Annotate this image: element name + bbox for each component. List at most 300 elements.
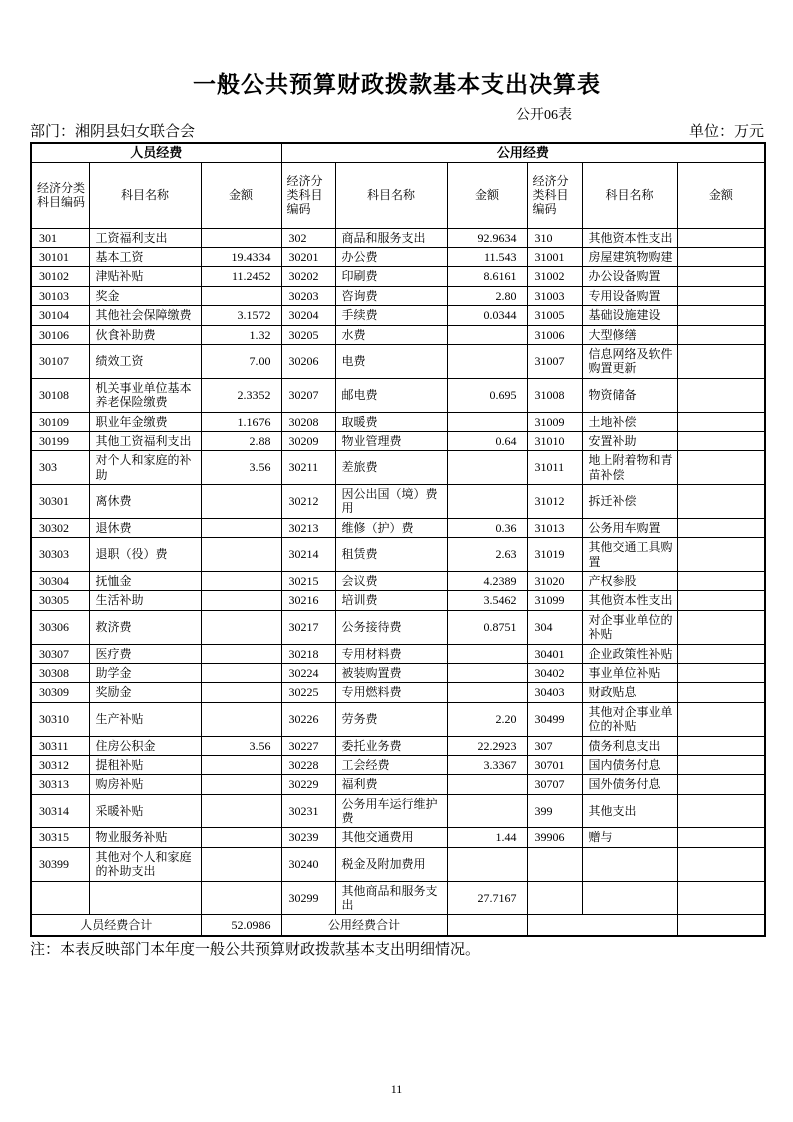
cell-amount xyxy=(447,794,527,828)
cell-code: 31020 xyxy=(527,572,582,591)
cell-code: 30226 xyxy=(281,702,335,736)
cell-code: 301 xyxy=(31,228,89,247)
cell-name: 公务用车购置 xyxy=(582,518,677,537)
cell-amount xyxy=(677,644,765,663)
cell-amount xyxy=(677,518,765,537)
cell-code: 30224 xyxy=(281,663,335,682)
cell-code: 30403 xyxy=(527,683,582,702)
cell-name: 物业管理费 xyxy=(335,431,447,450)
cell-amount xyxy=(677,755,765,774)
cell-name: 伙食补助费 xyxy=(89,325,201,344)
cell-amount xyxy=(201,755,281,774)
meta-row xyxy=(30,123,764,141)
cell-amount xyxy=(201,702,281,736)
public-total-label: 公用经费合计 xyxy=(281,915,447,936)
cell-name: 生产补贴 xyxy=(89,702,201,736)
cell-name: 国外债务付息 xyxy=(582,775,677,794)
table-row xyxy=(31,610,765,644)
table-row xyxy=(31,344,765,378)
table-row xyxy=(31,572,765,591)
cell-name: 基本工资 xyxy=(89,247,201,266)
cell-code: 30217 xyxy=(281,610,335,644)
cell-name: 退休费 xyxy=(89,518,201,537)
cell-code: 31099 xyxy=(527,591,582,610)
cell-name: 商品和服务支出 xyxy=(335,228,447,247)
cell-amount xyxy=(677,572,765,591)
cell-amount: 3.56 xyxy=(201,451,281,485)
cell-name: 其他交通费用 xyxy=(335,828,447,847)
cell-code: 30101 xyxy=(31,247,89,266)
cell-amount xyxy=(447,412,527,431)
cell-name: 其他工资福利支出 xyxy=(89,431,201,450)
cell-amount xyxy=(447,683,527,702)
cell-amount xyxy=(201,610,281,644)
cell-code: 30499 xyxy=(527,702,582,736)
cell-amount xyxy=(447,451,527,485)
cell-name: 债务利息支出 xyxy=(582,736,677,755)
cell-code: 30303 xyxy=(31,538,89,572)
cell-amount: 2.3352 xyxy=(201,378,281,412)
cell-code xyxy=(31,881,89,915)
table-row xyxy=(31,775,765,794)
cell-name: 其他支出 xyxy=(582,794,677,828)
cell-amount xyxy=(677,794,765,828)
cell-amount xyxy=(677,485,765,519)
empty-total-label xyxy=(527,915,677,936)
cell-code: 307 xyxy=(527,736,582,755)
table-row xyxy=(31,306,765,325)
cell-code: 31019 xyxy=(527,538,582,572)
cell-name: 其他资本性支出 xyxy=(582,591,677,610)
cell-name: 土地补偿 xyxy=(582,412,677,431)
cell-name: 医疗费 xyxy=(89,644,201,663)
cell-code: 303 xyxy=(31,451,89,485)
cell-name: 地上附着物和青苗补偿 xyxy=(582,451,677,485)
cell-amount xyxy=(201,572,281,591)
table-row xyxy=(31,881,765,915)
col-header-name-1: 科目名称 xyxy=(89,162,201,228)
cell-amount xyxy=(677,378,765,412)
cell-code: 30231 xyxy=(281,794,335,828)
cell-amount: 3.56 xyxy=(201,736,281,755)
cell-name: 大型修缮 xyxy=(582,325,677,344)
cell-code: 30302 xyxy=(31,518,89,537)
expenditure-table xyxy=(30,142,766,937)
cell-code: 30108 xyxy=(31,378,89,412)
cell-name: 被装购置费 xyxy=(335,663,447,682)
cell-amount: 0.64 xyxy=(447,431,527,450)
cell-code: 30399 xyxy=(31,847,89,881)
cell-code: 30307 xyxy=(31,644,89,663)
cell-name: 会议费 xyxy=(335,572,447,591)
cell-amount: 3.3367 xyxy=(447,755,527,774)
cell-amount: 11.543 xyxy=(447,247,527,266)
cell-name: 奖金 xyxy=(89,286,201,305)
cell-amount: 7.00 xyxy=(201,344,281,378)
cell-name: 对企事业单位的补贴 xyxy=(582,610,677,644)
col-header-name-3: 科目名称 xyxy=(582,162,677,228)
table-row xyxy=(31,451,765,485)
cell-name: 基础设施建设 xyxy=(582,306,677,325)
cell-code: 30309 xyxy=(31,683,89,702)
cell-code: 310 xyxy=(527,228,582,247)
page-number: 11 xyxy=(390,1082,403,1096)
cell-code: 30214 xyxy=(281,538,335,572)
cell-amount xyxy=(677,267,765,286)
cell-code: 30212 xyxy=(281,485,335,519)
table-row xyxy=(31,325,765,344)
cell-code: 31002 xyxy=(527,267,582,286)
cell-name: 购房补贴 xyxy=(89,775,201,794)
cell-amount xyxy=(201,644,281,663)
table-row xyxy=(31,431,765,450)
cell-code: 30205 xyxy=(281,325,335,344)
cell-name: 工会经费 xyxy=(335,755,447,774)
cell-code: 30299 xyxy=(281,881,335,915)
column-header-row xyxy=(31,162,765,228)
table-row xyxy=(31,538,765,572)
cell-name: 事业单位补贴 xyxy=(582,663,677,682)
cell-code: 31003 xyxy=(527,286,582,305)
cell-amount xyxy=(201,828,281,847)
cell-code xyxy=(527,847,582,881)
cell-name xyxy=(89,881,201,915)
table-row xyxy=(31,794,765,828)
cell-name: 其他社会保障缴费 xyxy=(89,306,201,325)
cell-name: 办公费 xyxy=(335,247,447,266)
cell-amount xyxy=(677,325,765,344)
table-row xyxy=(31,412,765,431)
cell-amount: 1.32 xyxy=(201,325,281,344)
cell-name: 住房公积金 xyxy=(89,736,201,755)
cell-amount: 1.44 xyxy=(447,828,527,847)
cell-amount xyxy=(201,775,281,794)
table-label-row xyxy=(30,101,764,123)
cell-name: 机关事业单位基本养老保险缴费 xyxy=(89,378,201,412)
table-row xyxy=(31,702,765,736)
cell-code: 30204 xyxy=(281,306,335,325)
cell-amount: 2.63 xyxy=(447,538,527,572)
cell-code: 30312 xyxy=(31,755,89,774)
cell-amount xyxy=(201,538,281,572)
cell-amount xyxy=(677,663,765,682)
cell-code: 31009 xyxy=(527,412,582,431)
cell-name: 水费 xyxy=(335,325,447,344)
cell-amount xyxy=(677,451,765,485)
cell-code: 30240 xyxy=(281,847,335,881)
cell-code: 30103 xyxy=(31,286,89,305)
cell-name: 电费 xyxy=(335,344,447,378)
department-label: 部门：湘阴县妇女联合会 xyxy=(30,124,196,140)
cell-code: 31007 xyxy=(527,344,582,378)
table-row xyxy=(31,286,765,305)
page-title: 一般公共预算财政拨款基本支出决算表 xyxy=(193,71,601,97)
cell-code: 30201 xyxy=(281,247,335,266)
col-header-name-2: 科目名称 xyxy=(335,162,447,228)
cell-name: 助学金 xyxy=(89,663,201,682)
cell-code: 30402 xyxy=(527,663,582,682)
cell-amount xyxy=(677,847,765,881)
table-row xyxy=(31,378,765,412)
cell-name: 其他资本性支出 xyxy=(582,228,677,247)
cell-name: 离休费 xyxy=(89,485,201,519)
cell-code: 30218 xyxy=(281,644,335,663)
cell-name: 财政贴息 xyxy=(582,683,677,702)
cell-code: 399 xyxy=(527,794,582,828)
cell-amount: 1.1676 xyxy=(201,412,281,431)
cell-code: 30199 xyxy=(31,431,89,450)
cell-code: 39906 xyxy=(527,828,582,847)
table-row xyxy=(31,736,765,755)
cell-amount xyxy=(201,286,281,305)
cell-amount: 0.36 xyxy=(447,518,527,537)
cell-name: 奖励金 xyxy=(89,683,201,702)
cell-name: 提租补贴 xyxy=(89,755,201,774)
cell-name: 专用燃料费 xyxy=(335,683,447,702)
cell-name: 工资福利支出 xyxy=(89,228,201,247)
cell-amount xyxy=(201,591,281,610)
cell-code xyxy=(527,881,582,915)
cell-name: 公务用车运行维护费 xyxy=(335,794,447,828)
cell-amount xyxy=(677,247,765,266)
col-header-code-1: 经济分类科目编码 xyxy=(31,162,89,228)
cell-amount xyxy=(201,847,281,881)
cell-code: 30203 xyxy=(281,286,335,305)
cell-name: 其他交通工具购置 xyxy=(582,538,677,572)
cell-amount xyxy=(447,344,527,378)
cell-amount: 2.80 xyxy=(447,286,527,305)
cell-code: 30229 xyxy=(281,775,335,794)
cell-name: 其他商品和服务支出 xyxy=(335,881,447,915)
cell-code: 30310 xyxy=(31,702,89,736)
cell-amount: 8.6161 xyxy=(447,267,527,286)
cell-code: 30109 xyxy=(31,412,89,431)
cell-amount xyxy=(201,683,281,702)
cell-amount: 0.0344 xyxy=(447,306,527,325)
cell-code: 30107 xyxy=(31,344,89,378)
cell-code: 30707 xyxy=(527,775,582,794)
cell-amount xyxy=(677,683,765,702)
personnel-total-value: 52.0986 xyxy=(201,915,281,936)
cell-amount xyxy=(447,847,527,881)
cell-amount: 27.7167 xyxy=(447,881,527,915)
group-header-public: 公用经费 xyxy=(281,143,765,162)
cell-name: 生活补助 xyxy=(89,591,201,610)
cell-amount xyxy=(447,775,527,794)
table-row xyxy=(31,267,765,286)
table-row xyxy=(31,247,765,266)
cell-name: 税金及附加费用 xyxy=(335,847,447,881)
cell-amount xyxy=(447,663,527,682)
cell-name: 委托业务费 xyxy=(335,736,447,755)
footnote: 注：本表反映部门本年度一般公共预算财政拨款基本支出明细情况。 xyxy=(30,941,481,958)
cell-code: 302 xyxy=(281,228,335,247)
cell-amount xyxy=(677,775,765,794)
cell-code: 30102 xyxy=(31,267,89,286)
cell-amount: 22.2923 xyxy=(447,736,527,755)
cell-name: 租赁费 xyxy=(335,538,447,572)
table-row xyxy=(31,518,765,537)
cell-amount xyxy=(201,881,281,915)
cell-name: 邮电费 xyxy=(335,378,447,412)
cell-amount xyxy=(677,228,765,247)
cell-code: 30305 xyxy=(31,591,89,610)
cell-name: 退职（役）费 xyxy=(89,538,201,572)
cell-name: 因公出国（境）费用 xyxy=(335,485,447,519)
cell-name: 安置补助 xyxy=(582,431,677,450)
cell-name: 信息网络及软件购置更新 xyxy=(582,344,677,378)
cell-code: 30308 xyxy=(31,663,89,682)
table-body xyxy=(31,228,765,915)
cell-amount: 92.9634 xyxy=(447,228,527,247)
cell-code: 304 xyxy=(527,610,582,644)
table-label: 公开06表 xyxy=(516,108,572,123)
cell-amount: 3.5462 xyxy=(447,591,527,610)
cell-amount xyxy=(201,663,281,682)
cell-amount xyxy=(677,736,765,755)
cell-name: 救济费 xyxy=(89,610,201,644)
cell-amount xyxy=(677,702,765,736)
cell-name: 企业政策性补贴 xyxy=(582,644,677,663)
cell-code: 30314 xyxy=(31,794,89,828)
table-row xyxy=(31,485,765,519)
cell-code: 30304 xyxy=(31,572,89,591)
cell-code: 31013 xyxy=(527,518,582,537)
cell-name: 绩效工资 xyxy=(89,344,201,378)
cell-name: 赠与 xyxy=(582,828,677,847)
cell-code: 31005 xyxy=(527,306,582,325)
cell-code: 31010 xyxy=(527,431,582,450)
cell-amount: 11.2452 xyxy=(201,267,281,286)
cell-code: 30306 xyxy=(31,610,89,644)
cell-amount: 4.2389 xyxy=(447,572,527,591)
cell-amount xyxy=(201,518,281,537)
cell-name: 国内债务付息 xyxy=(582,755,677,774)
cell-code: 30208 xyxy=(281,412,335,431)
col-header-code-2: 经济分类科目编码 xyxy=(281,162,335,228)
cell-name: 培训费 xyxy=(335,591,447,610)
cell-amount xyxy=(201,485,281,519)
cell-name: 房屋建筑物购建 xyxy=(582,247,677,266)
cell-name: 差旅费 xyxy=(335,451,447,485)
cell-code: 30211 xyxy=(281,451,335,485)
cell-name: 取暖费 xyxy=(335,412,447,431)
cell-amount: 3.1572 xyxy=(201,306,281,325)
cell-amount xyxy=(447,644,527,663)
personnel-total-label: 人员经费合计 xyxy=(31,915,201,936)
table-row xyxy=(31,644,765,663)
cell-code: 30207 xyxy=(281,378,335,412)
cell-code: 30225 xyxy=(281,683,335,702)
cell-amount: 2.20 xyxy=(447,702,527,736)
cell-name: 物业服务补贴 xyxy=(89,828,201,847)
cell-code: 30239 xyxy=(281,828,335,847)
table-row xyxy=(31,847,765,881)
cell-code: 30401 xyxy=(527,644,582,663)
table-row xyxy=(31,828,765,847)
cell-code: 30104 xyxy=(31,306,89,325)
cell-name: 公务接待费 xyxy=(335,610,447,644)
cell-code: 31011 xyxy=(527,451,582,485)
cell-name: 采暖补贴 xyxy=(89,794,201,828)
cell-name: 福利费 xyxy=(335,775,447,794)
cell-code: 30215 xyxy=(281,572,335,591)
cell-name: 办公设备购置 xyxy=(582,267,677,286)
cell-amount: 2.88 xyxy=(201,431,281,450)
col-header-amount-1: 金额 xyxy=(201,162,281,228)
cell-amount xyxy=(677,828,765,847)
cell-code: 30106 xyxy=(31,325,89,344)
cell-amount xyxy=(447,325,527,344)
cell-amount: 0.695 xyxy=(447,378,527,412)
cell-name: 劳务费 xyxy=(335,702,447,736)
cell-code: 30313 xyxy=(31,775,89,794)
cell-code: 30209 xyxy=(281,431,335,450)
cell-amount xyxy=(677,412,765,431)
group-header-personnel: 人员经费 xyxy=(31,143,281,162)
cell-amount xyxy=(677,306,765,325)
cell-name: 产权参股 xyxy=(582,572,677,591)
cell-amount xyxy=(677,286,765,305)
table-row xyxy=(31,683,765,702)
cell-code: 30213 xyxy=(281,518,335,537)
cell-name: 印刷费 xyxy=(335,267,447,286)
table-row xyxy=(31,755,765,774)
col-header-code-3: 经济分类科目编码 xyxy=(527,162,582,228)
cell-name: 抚恤金 xyxy=(89,572,201,591)
totals-row xyxy=(31,915,765,936)
cell-name: 其他对个人和家庭的补助支出 xyxy=(89,847,201,881)
cell-amount: 19.4334 xyxy=(201,247,281,266)
cell-code: 31001 xyxy=(527,247,582,266)
cell-name: 物资储备 xyxy=(582,378,677,412)
cell-code: 30227 xyxy=(281,736,335,755)
group-header-row xyxy=(31,143,765,162)
cell-code: 31006 xyxy=(527,325,582,344)
table-row xyxy=(31,663,765,682)
cell-name xyxy=(582,847,677,881)
cell-name: 职业年金缴费 xyxy=(89,412,201,431)
cell-code: 30315 xyxy=(31,828,89,847)
cell-name: 专用设备购置 xyxy=(582,286,677,305)
cell-name: 其他对企事业单位的补贴 xyxy=(582,702,677,736)
cell-name: 维修（护）费 xyxy=(335,518,447,537)
cell-name: 对个人和家庭的补助 xyxy=(89,451,201,485)
cell-code: 30228 xyxy=(281,755,335,774)
col-header-amount-2: 金额 xyxy=(447,162,527,228)
cell-name: 津贴补贴 xyxy=(89,267,201,286)
cell-code: 30202 xyxy=(281,267,335,286)
cell-code: 31008 xyxy=(527,378,582,412)
public-total-value xyxy=(447,915,527,936)
cell-amount xyxy=(447,485,527,519)
cell-amount xyxy=(677,431,765,450)
cell-amount: 0.8751 xyxy=(447,610,527,644)
cell-code: 30206 xyxy=(281,344,335,378)
cell-amount xyxy=(201,228,281,247)
cell-amount xyxy=(677,538,765,572)
cell-code: 30301 xyxy=(31,485,89,519)
cell-amount xyxy=(677,881,765,915)
cell-amount xyxy=(201,794,281,828)
cell-code: 30311 xyxy=(31,736,89,755)
unit-label: 单位：万元 xyxy=(688,124,764,140)
cell-amount xyxy=(677,610,765,644)
table-row xyxy=(31,591,765,610)
cell-name: 手续费 xyxy=(335,306,447,325)
cell-name: 专用材料费 xyxy=(335,644,447,663)
cell-amount xyxy=(677,591,765,610)
